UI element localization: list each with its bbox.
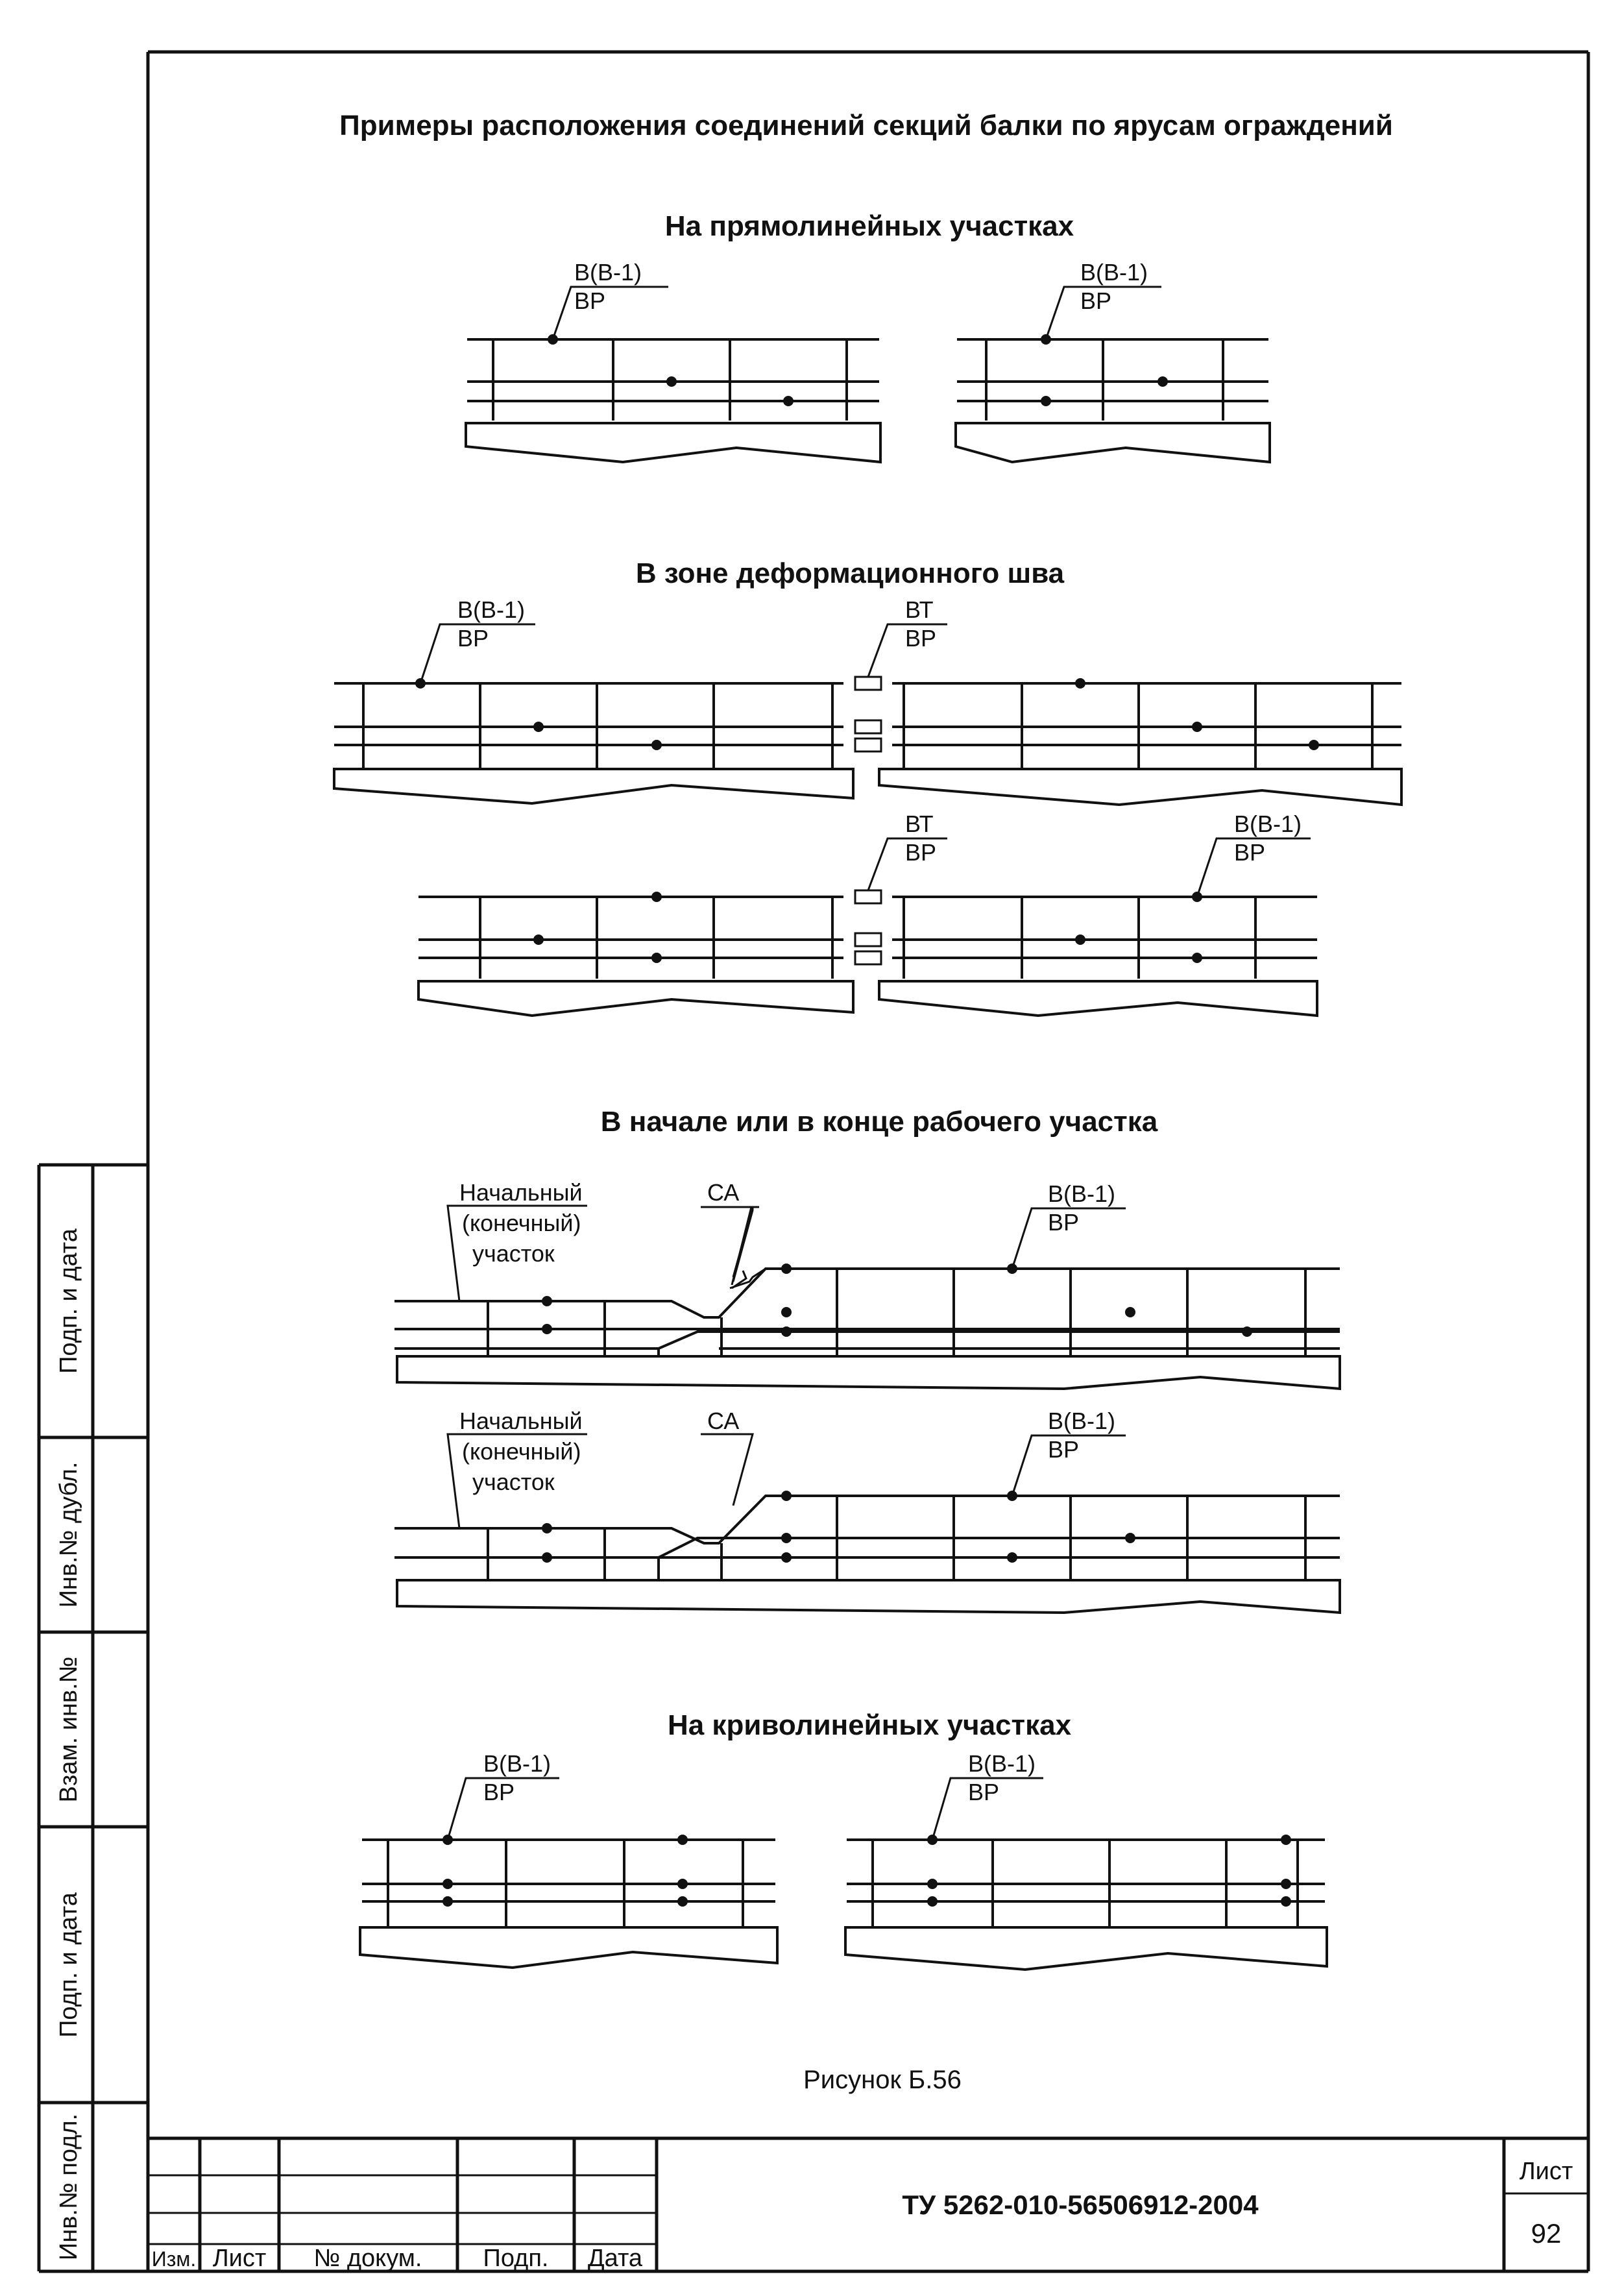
start-end-2-sa-label: СА xyxy=(707,1408,740,1434)
start-end-2-start-line-3: участок xyxy=(472,1469,555,1495)
side-stamp-cell-4: Подп. и дата xyxy=(55,1892,82,2038)
side-stamp-cell-5: Инв.№ подл. xyxy=(55,2113,82,2261)
joint1-left-label-bottom: ВР xyxy=(457,625,489,652)
side-stamp-cell-1: Подп. и дата xyxy=(55,1228,82,1374)
start-end-2-start-line-1: Начальный xyxy=(459,1408,583,1434)
curved-diagram-right xyxy=(845,1750,1327,1970)
start-end-2-v-label-bottom: ВР xyxy=(1048,1436,1080,1463)
straight-left-label-top: В(В-1) xyxy=(574,259,642,286)
col-izm: Изм. xyxy=(151,2247,197,2271)
straight-right-label-bottom: ВР xyxy=(1080,287,1112,314)
heading-joint: В зоне деформационного шва xyxy=(635,557,1065,589)
figure-caption: Рисунок Б.56 xyxy=(803,2066,962,2094)
start-end-1-v-label-bottom: ВР xyxy=(1048,1209,1080,1236)
straight-left-label-bottom: ВР xyxy=(574,287,606,314)
side-stamp xyxy=(39,1165,148,2271)
start-end-1-start-line-1: Начальный xyxy=(459,1179,583,1206)
document-code: ТУ 5262-010-56506912-2004 xyxy=(902,2190,1259,2220)
joint1-joint-label-bottom: ВР xyxy=(905,625,937,652)
col-date: Дата xyxy=(587,2245,643,2272)
curved-right-label-bottom: ВР xyxy=(968,1779,1000,1805)
heading-curved: На криволинейных участках xyxy=(667,1709,1072,1741)
side-stamp-cell-2: Инв.№ дубл. xyxy=(55,1461,82,1608)
straight-diagram-right xyxy=(956,259,1270,462)
curved-left-label-top: В(В-1) xyxy=(483,1750,551,1777)
sheet-label: Лист xyxy=(1519,2158,1573,2185)
col-sign: Подп. xyxy=(483,2245,549,2272)
heading-start-end: В начале или в конце рабочего участка xyxy=(600,1106,1158,1138)
straight-right-label-top: В(В-1) xyxy=(1080,259,1148,286)
straight-diagram-left xyxy=(466,259,880,462)
joint-diagram-2 xyxy=(418,811,1317,1016)
heading-straight: На прямолинейных участках xyxy=(664,210,1074,242)
side-stamp-cell-3: Взам. инв.№ xyxy=(55,1656,82,1803)
joint1-joint-label-top: ВТ xyxy=(905,596,934,623)
sheet-frame xyxy=(39,52,1588,2271)
joint1-left-label-top: В(В-1) xyxy=(457,596,526,623)
start-end-1-start-line-3: участок xyxy=(472,1240,555,1267)
start-end-1-start-line-2: (конечный) xyxy=(462,1210,581,1236)
joint2-right-label-top: В(В-1) xyxy=(1234,811,1302,837)
joint-diagram-1 xyxy=(334,596,1401,805)
joint2-joint-label-bottom: ВР xyxy=(905,839,937,866)
start-end-2-v-label-top: В(В-1) xyxy=(1048,1408,1116,1434)
curved-left-label-bottom: ВР xyxy=(483,1779,515,1805)
curved-diagram-left xyxy=(360,1750,777,1968)
joint2-joint-label-top: ВТ xyxy=(905,811,934,837)
col-doc: № докум. xyxy=(313,2245,422,2272)
start-end-2-start-line-2: (конечный) xyxy=(462,1438,581,1465)
col-list: Лист xyxy=(212,2245,267,2272)
title-block xyxy=(148,2138,1588,2272)
sheet-number: 92 xyxy=(1531,2218,1562,2249)
start-end-diagram-2 xyxy=(394,1408,1340,1613)
start-end-1-sa-label: СА xyxy=(707,1179,740,1206)
start-end-diagram-1 xyxy=(394,1179,1340,1389)
page-title: Примеры расположения соединений секций балки по ярусам ограждений xyxy=(339,110,1393,141)
curved-right-label-top: В(В-1) xyxy=(968,1750,1036,1777)
joint2-right-label-bottom: ВР xyxy=(1234,839,1266,866)
start-end-1-v-label-top: В(В-1) xyxy=(1048,1180,1116,1207)
